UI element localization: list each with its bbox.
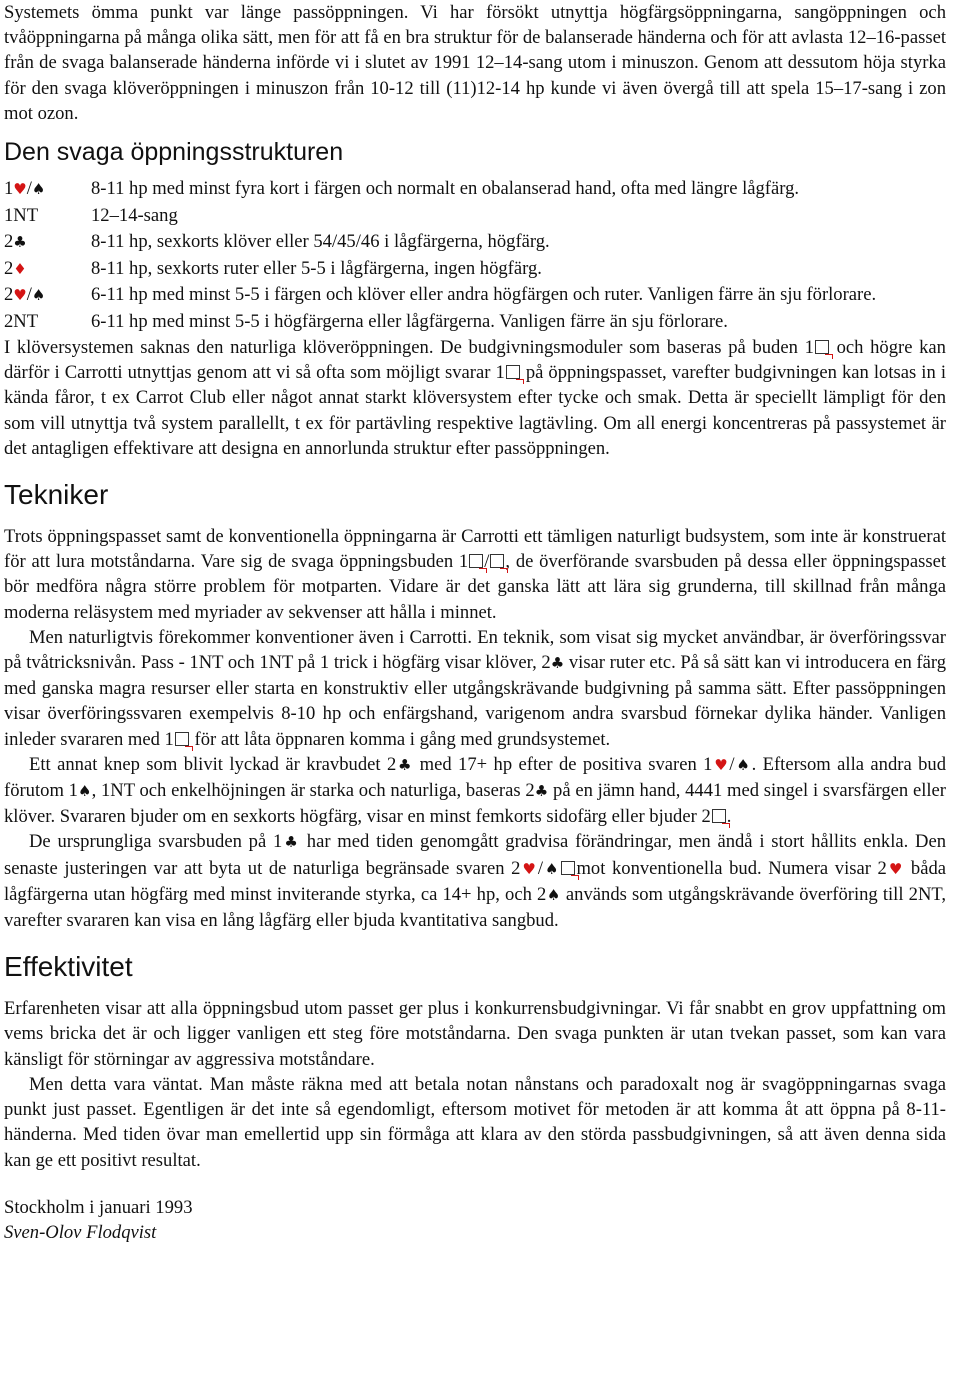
bid-description: 8-11 hp med minst fyra kort i färgen och normalt en obalanserad hand, ofta med längre lågfärg.	[91, 178, 800, 200]
missing-glyph-box-icon	[175, 732, 189, 746]
heart-icon: ♥	[712, 755, 730, 774]
document-page	[4, 0, 946, 1245]
spade-icon: ♠	[77, 782, 92, 801]
club-icon: ♣	[13, 233, 27, 252]
heart-icon: ♥	[13, 286, 27, 305]
missing-glyph-box-icon	[490, 554, 504, 568]
bid-row	[4, 176, 946, 203]
tekniker-paragraph-3: Ett annat knep som blivit lyckad är kravbudet 2♣ med 17+ hp efter de positiva svaren 1♥/♠. Eftersom alla andra bud förutom 1♠, 1NT och enkelhöjningen är starka och naturliga, baseras 2♣ på en jämn hand, 4441 med singel i svarsfärgen eller klöver. Svararen bjuder om en sexkorts högfärg, visar en minst femkorts sidofärg eller bjuder 2 .	[4, 753, 947, 828]
bid-row	[4, 309, 946, 336]
missing-glyph-box-icon	[712, 809, 726, 823]
bid-row	[4, 229, 946, 256]
heart-icon: ♥	[13, 180, 27, 199]
club-icon: ♣	[550, 654, 565, 673]
spade-icon: ♠	[734, 755, 752, 774]
heart-icon: ♥	[886, 859, 905, 878]
club-icon: ♣	[282, 833, 300, 852]
section-heading-weak-structure: Den svaga öppningsstrukturen	[4, 138, 344, 167]
bid-cell: 2♣	[4, 231, 27, 253]
bid-cell: 2NT	[4, 310, 39, 332]
bid-row	[4, 203, 946, 230]
spade-icon: ♠	[31, 180, 46, 199]
bid-description: 6-11 hp med minst 5-5 i färgen och klöver eller andra högfärgen och ruter. Vanligen färre än sju förlorare.	[91, 284, 877, 306]
bid-cell: 2♦	[4, 257, 27, 279]
spade-icon: ♠	[543, 859, 561, 878]
bid-description: 8-11 hp, sexkorts klöver eller 54/45/46 i lågfärgerna, högfärg.	[91, 231, 550, 253]
bid-table	[4, 176, 946, 335]
club-icon: ♣	[534, 782, 549, 801]
club-icon: ♣	[396, 755, 414, 774]
section-heading-effektivitet: Effektivitet	[4, 951, 133, 983]
intro-paragraph: Systemets ömma punkt var länge passöppningen. Vi har försökt utnyttja högfärgsöppningarna, sangöppningen och tvåöppningarna på många olika sätt, men för att få en bra struktur för de balanserade händerna och för att avlasta 12–16-passet från de svaga balanserade händerna införde vi i slutet av 1991 12–14-sang utom i minuszon. Genom att dessutom höja styrka för den svaga klöveröppningen i minuszon från 10-12 till (11)12-14 hp kunde vi även övergå till att spela 15–17-sang i zon mot ozon.	[4, 2, 946, 124]
signature-place-date: Stockholm i januari 1993	[4, 1196, 193, 1218]
bid-description: 12–14-sang	[91, 204, 178, 226]
signature-spacer	[4, 1173, 946, 1195]
signature-author: Sven-Olov Flodqvist	[4, 1221, 157, 1243]
missing-glyph-box-icon	[506, 365, 520, 379]
bid-row	[4, 256, 946, 283]
diamond-icon: ♦	[13, 259, 27, 278]
missing-glyph-box-icon	[815, 340, 829, 354]
spade-icon: ♠	[546, 885, 561, 904]
bid-cell: 2♥/♠	[4, 284, 46, 306]
spade-icon: ♠	[31, 286, 46, 305]
bid-description: 8-11 hp, sexkorts ruter eller 5-5 i lågfärgerna, ingen högfärg.	[91, 257, 542, 279]
bid-description: 6-11 hp med minst 5-5 i högfärgerna eller lågfärgerna. Vanligen färre än sju förlorare.	[91, 310, 728, 332]
bid-cell: 1♥/♠	[4, 178, 46, 200]
bid-row	[4, 282, 946, 309]
effektivitet-paragraph-1: Erfarenheten visar att alla öppningsbud utom passet ger plus i konkurrensbudgivningar. Vi får snabbt en grov uppfattning om vems bricka det är och ligger vanligen ett steg före motståndarna. Den svaga punkten är utan tvekan passet, som kan vara känsligt för störningar av aggressiva motståndare.	[4, 998, 946, 1070]
heart-icon: ♥	[520, 859, 538, 878]
club-systems-paragraph: I klöversystemen saknas den naturliga klöveröppningen. De budgivningsmoduler som baseras på buden 1 och högre kan därför i Carrotti utnyttjas genom att vi så ofta som möjligt svarar 1 på öppningspasset, varefter budgivningen kan lotsas in i kända fåror, t ex Carrot Club eller något annat starkt klöversystem efter tycke och smak. Detta är speciellt lämpligt för den som vill utnyttja två system parallellt, t ex för partävling respektive lagtävling. Om all energi koncentreras på passystemet är det antagligen effektivare att designa en annorlunda struktur efter passöppningen.	[4, 337, 946, 459]
missing-glyph-box-icon	[469, 554, 483, 568]
bid-cell: 1NT	[4, 204, 39, 226]
effektivitet-paragraph-2: Men detta vara väntat. Man måste räkna med att betala notan nånstans och paradoxalt nog är svagöppningarnas svaga punkt just passet. Egentligen är det inte så egendomligt, eftersom motivet för metoden är att komma åt att öppna på 8-11-händerna. Med tiden övar man emellertid upp sin förmåga att klara av den störda passbudgivningen, så att även denna sida kan ge ett positivt resultat.	[4, 1073, 946, 1171]
tekniker-paragraph-1: Trots öppningspasset samt de konventionella öppningarna är Carrotti ett tämligen naturligt budsystem, som inte är konstruerat för att lura motståndarna. Vare sig de svaga öppningsbuden 1 / , de överförande svarsbuden på dessa eller öppningspasset bör medföra några större problem för motparten. Vidare är det ganska lätt att lära sig grunderna, till skillnad från många moderna reläsystem med myriader av sekvenser att hålla i minnet.	[4, 526, 947, 623]
section-heading-tekniker: Tekniker	[4, 479, 109, 511]
missing-glyph-box-icon	[561, 861, 575, 875]
tekniker-paragraph-2: Men naturligtvis förekommer konventioner även i Carrotti. En teknik, som visat sig mycket användbar, är överföringssvar på tvåtricksnivån. Pass - 1NT och 1NT på 1 trick i högfärg visar klöver, 2♣ visar ruter etc. På så sätt kan vi introducera en färg med ganska magra resurser eller starta en konstruktiv eller utgångskrävande budgivning på samma sätt. Efter passöppningen visar överföringssvaren exempelvis 8-10 hp och enfärgshand, varigenom andra svarsbud förnekar dylika händer. Vanligen inleder svararen med 1 för att låta öppnaren komma i gång med grundsystemet.	[4, 626, 946, 750]
tekniker-paragraph-4: De ursprungliga svarsbuden på 1♣ har med tiden genomgått gradvisa förändringar, men ändå i stort hållits enkla. Den senaste justeringen var att byta ut de naturliga begränsade svaren 2♥/♠ mot konventionella bud. Numera visar 2♥ båda lågfärgerna utan högfärg med minst inviterande styrka, ca 14+ hp, och 2♠ används som utgångskrävande överföring till 2NT, varefter svararen kan visa en lång lågfärg eller bjuda kvantitativa sangbud.	[4, 831, 947, 932]
